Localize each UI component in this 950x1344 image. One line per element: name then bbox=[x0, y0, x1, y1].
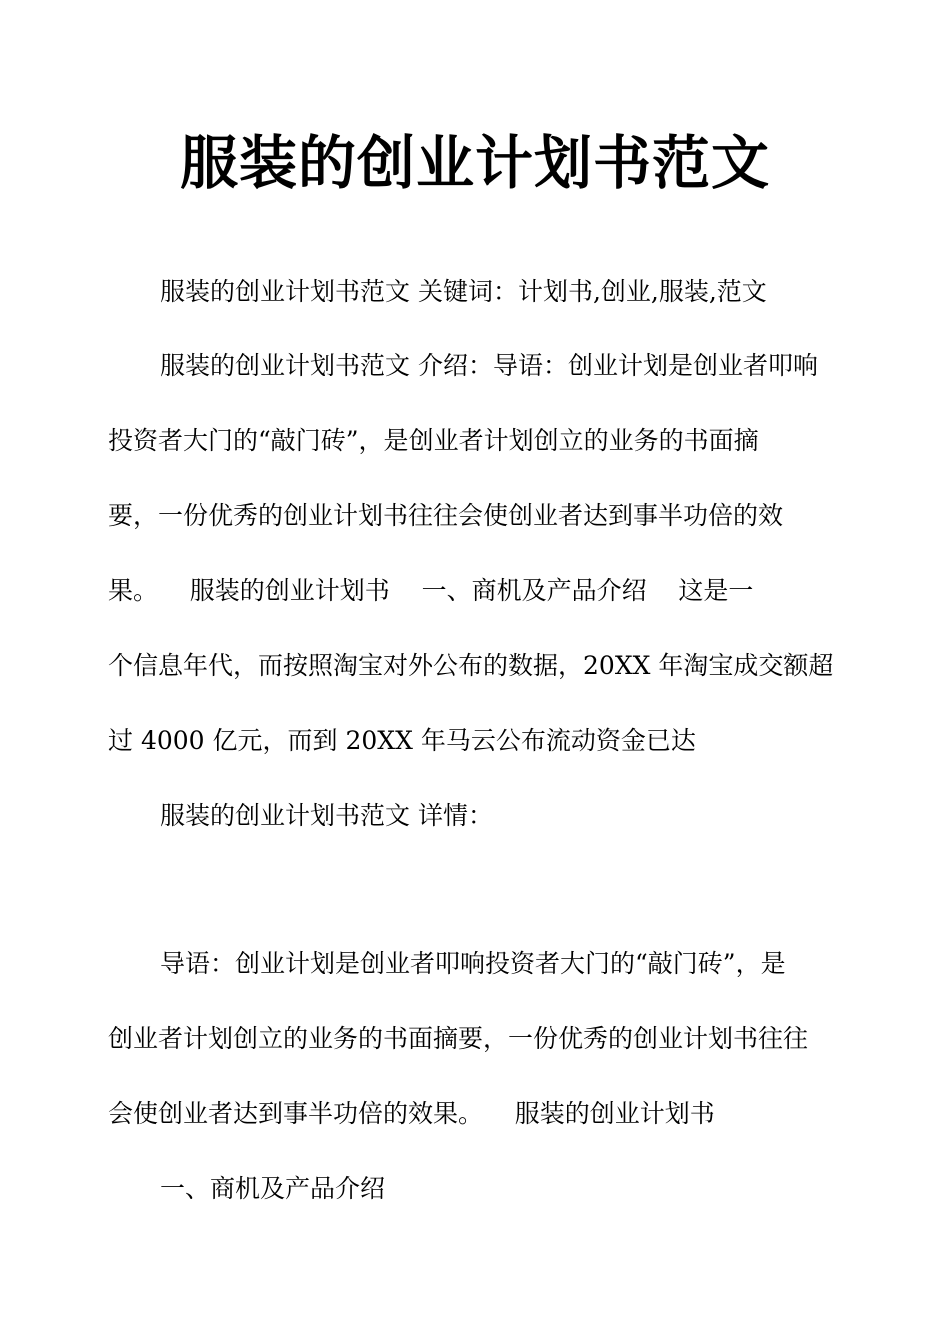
details-heading: 服装的创业计划书范文 详情： bbox=[160, 801, 493, 830]
intro-line-1: 服装的创业计划书范文 介绍：导语：创业计划是创业者叩响 bbox=[160, 351, 818, 380]
section-heading: 一、商机及产品介绍 bbox=[160, 1174, 386, 1203]
body-line-1: 导语：创业计划是创业者叩响投资者大门的“敲门砖”，是 bbox=[160, 949, 786, 978]
intro-line-5: 个信息年代，而按照淘宝对外公布的数据，20XX 年淘宝成交额超 bbox=[108, 651, 834, 680]
intro-line-3: 要，一份优秀的创业计划书往往会使创业者达到事半功倍的效 bbox=[108, 501, 784, 530]
body-line-3: 会使创业者达到事半功倍的效果。 服装的创业计划书 bbox=[108, 1099, 715, 1128]
document-title: 服装的创业计划书范文 bbox=[179, 129, 770, 197]
body-line-2: 创业者计划创立的业务的书面摘要，一份优秀的创业计划书往往 bbox=[108, 1024, 809, 1053]
keywords-line: 服装的创业计划书范文 关键词：计划书,创业,服装,范文 bbox=[160, 277, 767, 306]
intro-line-4: 果。 服装的创业计划书 一、商机及产品介绍 这是一 bbox=[108, 576, 754, 605]
intro-line-2: 投资者大门的“敲门砖”，是创业者计划创立的业务的书面摘 bbox=[108, 426, 759, 455]
intro-line-6: 过 4000 亿元，而到 20XX 年马云公布流动资金已达 bbox=[108, 726, 696, 755]
